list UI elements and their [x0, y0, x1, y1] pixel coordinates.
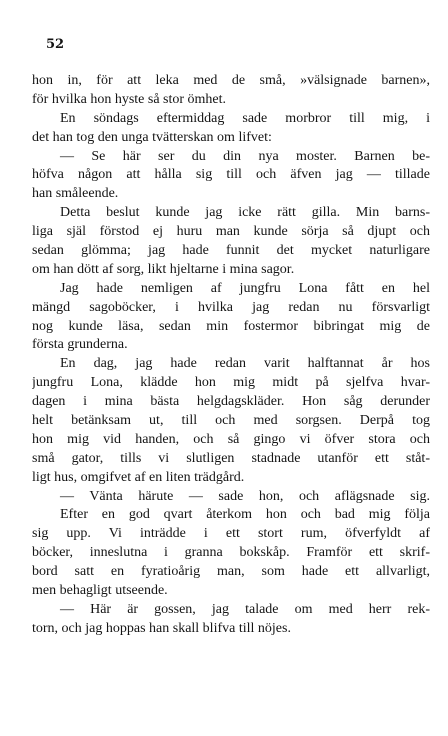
text-line: nog kunde läsa, sedan min fostermor bibringat mig de: [32, 318, 430, 334]
text-line: Efter en god qvart återkom hon och bad mig följa: [60, 507, 430, 523]
text-line: torn, och jag hoppas han skall blifva till nöjes.: [32, 620, 291, 636]
text-line: En dag, jag hade redan varit halftannat år hos: [60, 356, 430, 372]
text-line: hon mig vid handen, och så gingo vi öfver stora och: [32, 431, 430, 447]
text-line: böcker, inneslutna i granna bokskåp. Framför ett skrif-: [32, 545, 430, 561]
text-line: liga själ förstod ej huru man kunde sörja så djupt och: [32, 224, 430, 240]
text-line: men behagligt utseende.: [32, 583, 168, 599]
text-line: sedan glömma; jag hade funnit det mycket naturligare: [32, 243, 430, 259]
text-line: helt betänksam ut, till och med sorgsen. Derpå tog: [32, 413, 430, 429]
text-line: om han dött af sorg, likt hjeltarne i mina sagor.: [32, 261, 295, 277]
text-line: bord satt en fyratioårig man, som hade ett allvarligt,: [32, 564, 430, 580]
page-number: 52: [46, 37, 65, 52]
text-line: — Här är gossen, jag talade om med herr rek-: [60, 601, 430, 617]
text-line: — Se här ser du din nya moster. Barnen be-: [60, 148, 430, 164]
text-line: första grunderna.: [32, 337, 128, 353]
text-line: dagen i mina bästa helgdagskläder. Hon såg derunder: [32, 394, 430, 410]
text-line: små gator, tills vi slutligen stadnade utanför ett ståt-: [32, 450, 430, 466]
text-line: han småleende.: [32, 186, 119, 202]
text-line: sig upp. Vi inträdde i ett stort rum, öfverfyldt af: [32, 526, 430, 542]
text-line: för hvilka hon hyste så stor ömhet.: [32, 91, 227, 107]
text-line: En söndags eftermiddag sade morbror till mig, i: [60, 110, 430, 126]
text-line: det han tog den unga tvätterskan om lifvet:: [32, 129, 272, 145]
body-text: [32, 72, 430, 639]
text-line: ligt hus, omgifvet af en liten trädgård.: [32, 469, 245, 485]
text-line: jungfru Lona, klädde hon mig midt på sjelfva hvar-: [32, 375, 430, 391]
text-line: hon in, för att leka med de små, »välsignade barnen»,: [32, 73, 430, 88]
text-line: — Vänta härute — sade hon, och aflägsnade sig.: [60, 488, 430, 504]
text-line: Jag hade nemligen af jungfru Lona fått en hel: [60, 280, 430, 296]
text-line: höfva någon att hålla sig till och äfven jag — tillade: [32, 167, 430, 183]
text-line: Detta beslut kunde jag icke rätt gilla. Min barns-: [60, 205, 430, 221]
text-line: mängd sagoböcker, i hvilka jag redan nu försvarligt: [32, 299, 430, 315]
